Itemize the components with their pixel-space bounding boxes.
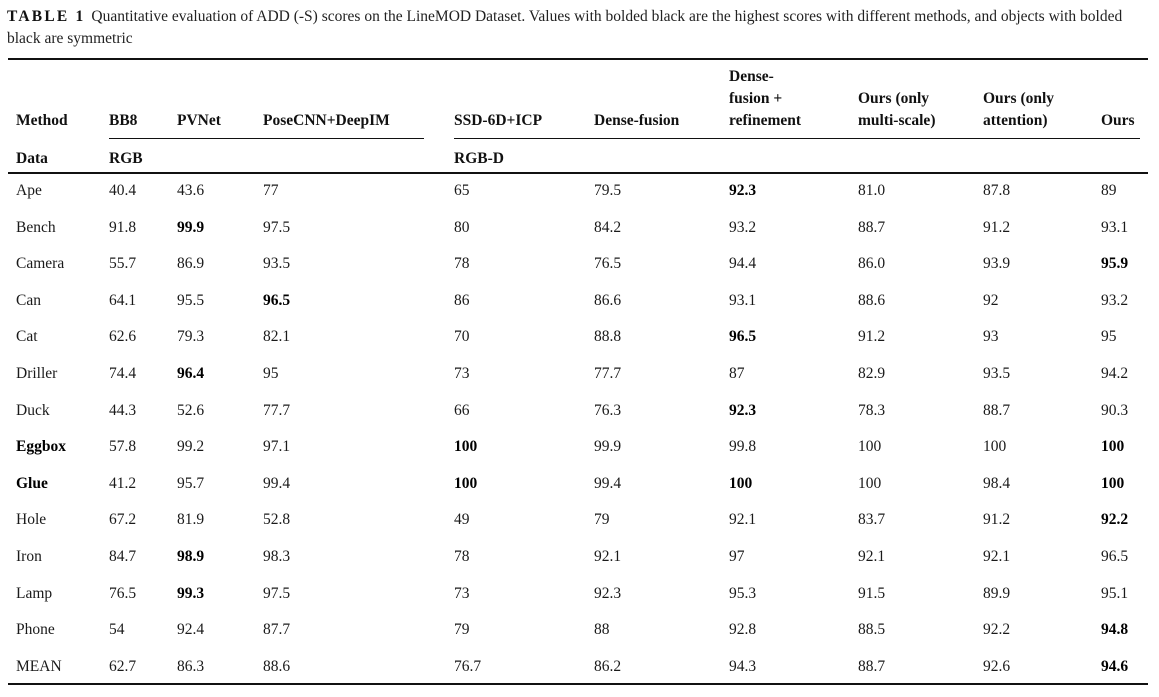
table-cell: 92.3 bbox=[729, 182, 757, 199]
table-cell: 95.5 bbox=[177, 292, 205, 309]
rgbd-group-underline bbox=[454, 138, 1140, 139]
column-header: attention) bbox=[983, 112, 1048, 129]
table-cell: 92.8 bbox=[729, 621, 757, 638]
table-cell: 92.1 bbox=[729, 511, 757, 528]
row-label: Duck bbox=[16, 402, 50, 419]
table-cell: 82.9 bbox=[858, 365, 886, 382]
table-cell: 92.3 bbox=[594, 585, 622, 602]
table-cell: 94.8 bbox=[1101, 621, 1129, 638]
table-cell: 74.4 bbox=[109, 365, 137, 382]
row-label: Can bbox=[16, 292, 41, 309]
table-cell: 93.5 bbox=[263, 255, 291, 272]
table-cell: 86 bbox=[454, 292, 470, 309]
table-cell: 84.2 bbox=[594, 219, 622, 236]
table-cell: 76.3 bbox=[594, 402, 622, 419]
table-cell: 94.4 bbox=[729, 255, 757, 272]
row-label: Iron bbox=[16, 548, 42, 565]
table-cell: 91.2 bbox=[983, 511, 1011, 528]
table-cell: 88.6 bbox=[263, 658, 291, 675]
table-cell: 100 bbox=[983, 438, 1007, 455]
table-cell: 80 bbox=[454, 219, 470, 236]
table-cell: 98.4 bbox=[983, 475, 1011, 492]
column-header: PoseCNN+DeepIM bbox=[263, 112, 390, 129]
table-cell: 91.2 bbox=[858, 328, 886, 345]
table-cell: 73 bbox=[454, 365, 470, 382]
table-cell: 87 bbox=[729, 365, 745, 382]
table-cell: 44.3 bbox=[109, 402, 137, 419]
table-cell: 99.2 bbox=[177, 438, 205, 455]
table-cell: 83.7 bbox=[858, 511, 886, 528]
table-cell: 52.8 bbox=[263, 511, 291, 528]
table-cell: 78 bbox=[454, 548, 470, 565]
table-label: TABLE 1 bbox=[7, 8, 86, 25]
table-cell: 77 bbox=[263, 182, 279, 199]
table-cell: 79.3 bbox=[177, 328, 205, 345]
row-label: Camera bbox=[16, 255, 65, 272]
table-cell: 88.7 bbox=[858, 219, 886, 236]
table-cell: 91.8 bbox=[109, 219, 137, 236]
table-cell: 98.3 bbox=[263, 548, 291, 565]
column-header: Dense-fusion bbox=[594, 112, 680, 129]
table-cell: 92.1 bbox=[594, 548, 622, 565]
table-cell: 86.3 bbox=[177, 658, 205, 675]
table-cell: 84.7 bbox=[109, 548, 137, 565]
method-header: Method bbox=[16, 112, 68, 129]
row-label: Bench bbox=[16, 219, 56, 236]
table-cell: 77.7 bbox=[263, 402, 291, 419]
table-cell: 96.5 bbox=[729, 328, 757, 345]
table-cell: 92.1 bbox=[858, 548, 886, 565]
table-cell: 77.7 bbox=[594, 365, 622, 382]
table-cell: 94.2 bbox=[1101, 365, 1129, 382]
table-cell: 78.3 bbox=[858, 402, 886, 419]
table-cell: 91.5 bbox=[858, 585, 886, 602]
table-cell: 93.2 bbox=[729, 219, 757, 236]
table-cell: 87.7 bbox=[263, 621, 291, 638]
table-cell: 94.6 bbox=[1101, 658, 1129, 675]
table-cell: 94.3 bbox=[729, 658, 757, 675]
rgb-group-underline bbox=[109, 138, 424, 139]
table-cell: 100 bbox=[729, 475, 753, 492]
table-cell: 86.0 bbox=[858, 255, 886, 272]
table-cell: 97 bbox=[729, 548, 745, 565]
row-label: Lamp bbox=[16, 585, 53, 602]
table-cell: 86.6 bbox=[594, 292, 622, 309]
table-cell: 70 bbox=[454, 328, 470, 345]
table-cell: 76.7 bbox=[454, 658, 482, 675]
table-cell: 99.3 bbox=[177, 585, 205, 602]
table-cell: 55.7 bbox=[109, 255, 137, 272]
table-cell: 62.7 bbox=[109, 658, 137, 675]
table-cell: 93.1 bbox=[729, 292, 757, 309]
table-cell: 81.0 bbox=[858, 182, 886, 199]
table-cell: 95 bbox=[1101, 328, 1117, 345]
table-cell: 100 bbox=[858, 438, 882, 455]
column-header: BB8 bbox=[109, 112, 138, 129]
column-header: fusion + bbox=[729, 90, 783, 107]
table-caption bbox=[7, 6, 1147, 50]
table-cell: 100 bbox=[1101, 438, 1125, 455]
table-cell: 49 bbox=[454, 511, 470, 528]
table-cell: 90.3 bbox=[1101, 402, 1129, 419]
table-cell: 93.1 bbox=[1101, 219, 1129, 236]
row-label: MEAN bbox=[16, 658, 62, 675]
column-header: refinement bbox=[729, 112, 802, 129]
row-label: Phone bbox=[16, 621, 55, 638]
table-cell: 88.6 bbox=[858, 292, 886, 309]
table-cell: 95 bbox=[263, 365, 279, 382]
table-cell: 100 bbox=[1101, 475, 1125, 492]
table-cell: 52.6 bbox=[177, 402, 205, 419]
table-cell: 99.8 bbox=[729, 438, 757, 455]
table-cell: 96.5 bbox=[1101, 548, 1129, 565]
table-cell: 88.7 bbox=[858, 658, 886, 675]
table-cell: 92.6 bbox=[983, 658, 1011, 675]
table-cell: 95.1 bbox=[1101, 585, 1129, 602]
column-header: Ours bbox=[1101, 112, 1135, 129]
table-cell: 81.9 bbox=[177, 511, 205, 528]
row-label: Cat bbox=[16, 328, 38, 345]
table-cell: 76.5 bbox=[594, 255, 622, 272]
table-cell: 40.4 bbox=[109, 182, 137, 199]
table-cell: 99.4 bbox=[594, 475, 622, 492]
table-cell: 96.4 bbox=[177, 365, 205, 382]
table-cell: 54 bbox=[109, 621, 125, 638]
table-cell: 57.8 bbox=[109, 438, 137, 455]
table-cell: 93.9 bbox=[983, 255, 1011, 272]
table-cell: 64.1 bbox=[109, 292, 137, 309]
table-cell: 79 bbox=[594, 511, 610, 528]
table-cell: 92.3 bbox=[729, 402, 757, 419]
table-cell: 78 bbox=[454, 255, 470, 272]
table-cell: 76.5 bbox=[109, 585, 137, 602]
column-header: SSD-6D+ICP bbox=[454, 112, 543, 129]
caption-text: Quantitative evaluation of ADD (-S) scores on the LineMOD Dataset. Values with bolded black are the highest scores with different methods, and objects with bolded black are symmetric bbox=[7, 8, 1123, 47]
table-cell: 89 bbox=[1101, 182, 1117, 199]
table-cell: 97.5 bbox=[263, 219, 291, 236]
table-cell: 96.5 bbox=[263, 292, 291, 309]
row-label: Glue bbox=[16, 475, 48, 492]
bottom-rule bbox=[8, 683, 1148, 685]
table-cell: 100 bbox=[454, 438, 478, 455]
rgbd-group-label: RGB-D bbox=[454, 150, 504, 167]
data-header: Data bbox=[16, 150, 48, 167]
table-cell: 93 bbox=[983, 328, 999, 345]
row-label: Ape bbox=[16, 182, 42, 199]
table-cell: 73 bbox=[454, 585, 470, 602]
table-cell: 100 bbox=[454, 475, 478, 492]
table-cell: 88.7 bbox=[983, 402, 1011, 419]
table-cell: 95.7 bbox=[177, 475, 205, 492]
table-cell: 97.5 bbox=[263, 585, 291, 602]
table-cell: 99.4 bbox=[263, 475, 291, 492]
table-cell: 41.2 bbox=[109, 475, 137, 492]
table-cell: 79 bbox=[454, 621, 470, 638]
column-header: Dense- bbox=[729, 68, 774, 85]
table-cell: 99.9 bbox=[177, 219, 205, 236]
table-cell: 89.9 bbox=[983, 585, 1011, 602]
top-rule bbox=[8, 58, 1148, 60]
table-cell: 87.8 bbox=[983, 182, 1011, 199]
table-cell: 92 bbox=[983, 292, 999, 309]
row-label: Eggbox bbox=[16, 438, 66, 455]
table-cell: 98.9 bbox=[177, 548, 205, 565]
table-cell: 95.9 bbox=[1101, 255, 1129, 272]
table-cell: 92.1 bbox=[983, 548, 1011, 565]
row-label: Hole bbox=[16, 511, 47, 528]
table-cell: 99.9 bbox=[594, 438, 622, 455]
table-cell: 100 bbox=[858, 475, 882, 492]
table-cell: 93.5 bbox=[983, 365, 1011, 382]
column-header: Ours (only bbox=[858, 90, 930, 107]
table-cell: 43.6 bbox=[177, 182, 205, 199]
rgb-group-label: RGB bbox=[109, 150, 143, 167]
table-cell: 82.1 bbox=[263, 328, 291, 345]
table-cell: 67.2 bbox=[109, 511, 137, 528]
table-cell: 92.2 bbox=[1101, 511, 1129, 528]
table-cell: 88.5 bbox=[858, 621, 886, 638]
table-cell: 86.2 bbox=[594, 658, 622, 675]
column-header: Ours (only bbox=[983, 90, 1055, 107]
column-header: multi-scale) bbox=[858, 112, 936, 129]
table-cell: 62.6 bbox=[109, 328, 137, 345]
column-header: PVNet bbox=[177, 112, 221, 129]
table-cell: 65 bbox=[454, 182, 470, 199]
table-cell: 88.8 bbox=[594, 328, 622, 345]
table-cell: 97.1 bbox=[263, 438, 291, 455]
header-rule bbox=[8, 172, 1148, 174]
table-cell: 86.9 bbox=[177, 255, 205, 272]
table-cell: 66 bbox=[454, 402, 470, 419]
table-cell: 93.2 bbox=[1101, 292, 1129, 309]
table-cell: 91.2 bbox=[983, 219, 1011, 236]
table-cell: 92.2 bbox=[983, 621, 1011, 638]
table-cell: 95.3 bbox=[729, 585, 757, 602]
row-label: Driller bbox=[16, 365, 58, 382]
table-cell: 88 bbox=[594, 621, 610, 638]
table-cell: 92.4 bbox=[177, 621, 205, 638]
table-cell: 79.5 bbox=[594, 182, 622, 199]
